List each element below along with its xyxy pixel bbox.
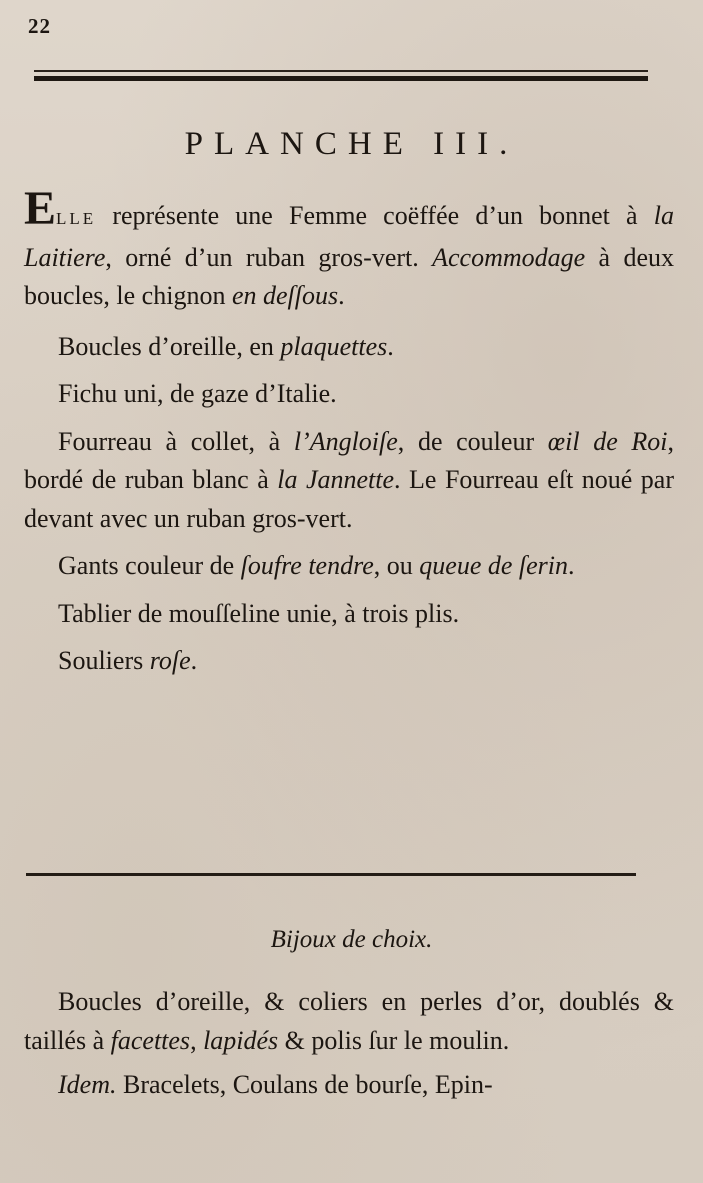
- header-rule-thick: [34, 76, 648, 81]
- header-double-rule: [34, 70, 648, 82]
- bijoux-p2-italic: Idem.: [58, 1070, 117, 1099]
- header-rule-thin: [34, 70, 648, 72]
- item-souliers-text-1: Souliers: [58, 646, 150, 675]
- section-title: Bijoux de choix.: [270, 926, 433, 953]
- intro-text-3: à deux boucles, le chignon: [24, 242, 674, 310]
- bijoux-p1-text-2: ,: [190, 1025, 204, 1055]
- intro-text-1: représente une Femme coëffée d’un bonnet à: [96, 201, 654, 230]
- item-fourreau-text-2: , de couleur: [397, 426, 548, 456]
- item-gants-text-1: Gants couleur de: [58, 551, 241, 580]
- item-boucles-italic: plaquettes: [280, 331, 388, 361]
- drop-cap: E: [24, 182, 57, 235]
- intro-smallcaps: LLE: [56, 209, 97, 228]
- bijoux-p1-italic-1: facettes: [110, 1025, 191, 1055]
- item-gants-italic-2: queue de ſerin: [419, 551, 569, 580]
- item-souliers-italic: roſe: [149, 646, 191, 675]
- item-tablier-text: Tablier de mouſſeline unie, à trois plis.: [58, 598, 460, 628]
- bijoux-p2-text: Bracelets, Coulans de bourſe, Epin-: [116, 1070, 493, 1099]
- item-gants-text-2: , ou: [373, 551, 420, 580]
- item-fourreau-italic-3: la Jannette: [277, 465, 395, 494]
- bijoux-p1-text-1: Boucles d’oreille, & coliers en perles d’or, doublés & taillés à: [24, 987, 674, 1055]
- item-boucles-text-1: Boucles d’oreille, en: [58, 331, 281, 361]
- item-fichu-text: Fichu uni, de gaze d’Italie.: [58, 379, 337, 408]
- item-boucles-text-2: .: [387, 331, 394, 361]
- item-souliers: [24, 642, 674, 681]
- item-fichu: [24, 375, 674, 414]
- bijoux-text: [24, 983, 674, 1105]
- item-souliers-text-2: .: [190, 646, 198, 675]
- item-fourreau-text-4: . Le Fourreau eſt noué par devant avec un ruban gros-vert.: [24, 465, 675, 533]
- plate-description: [24, 182, 675, 681]
- intro-text-2: , orné d’un ruban gros-vert.: [105, 242, 433, 272]
- item-fourreau-italic-1: l’Angloiſe: [293, 426, 398, 456]
- intro-italic-2: Accommodage: [432, 242, 586, 272]
- intro-text-4: .: [338, 281, 345, 310]
- item-gants-italic-1: ſoufre tendre: [240, 551, 374, 580]
- item-fourreau-text-1: Fourreau à collet, à: [58, 426, 294, 456]
- bijoux-paragraph-1: [24, 983, 674, 1060]
- page-number: 22: [28, 14, 51, 38]
- item-boucles: [24, 328, 674, 367]
- intro-italic-3: en deſſous: [231, 281, 339, 310]
- intro-paragraph: [24, 182, 674, 316]
- bijoux-p1-text-3: & polis ſur le moulin.: [278, 1025, 510, 1055]
- item-gants-text-3: .: [568, 551, 575, 580]
- plate-title: PLANCHE III.: [184, 126, 519, 162]
- bijoux-p1-italic-2: lapidés: [203, 1025, 279, 1055]
- item-fourreau: [24, 423, 674, 539]
- item-gants: [24, 547, 674, 586]
- intro-italic-1: la Laitiere: [24, 201, 674, 272]
- section-rule: [26, 873, 636, 876]
- bijoux-paragraph-2: [24, 1066, 674, 1105]
- item-fourreau-italic-2: œil de Roi: [547, 426, 668, 456]
- item-fourreau-text-3: , bordé de ruban blanc à: [24, 426, 675, 494]
- item-tablier: [24, 595, 674, 634]
